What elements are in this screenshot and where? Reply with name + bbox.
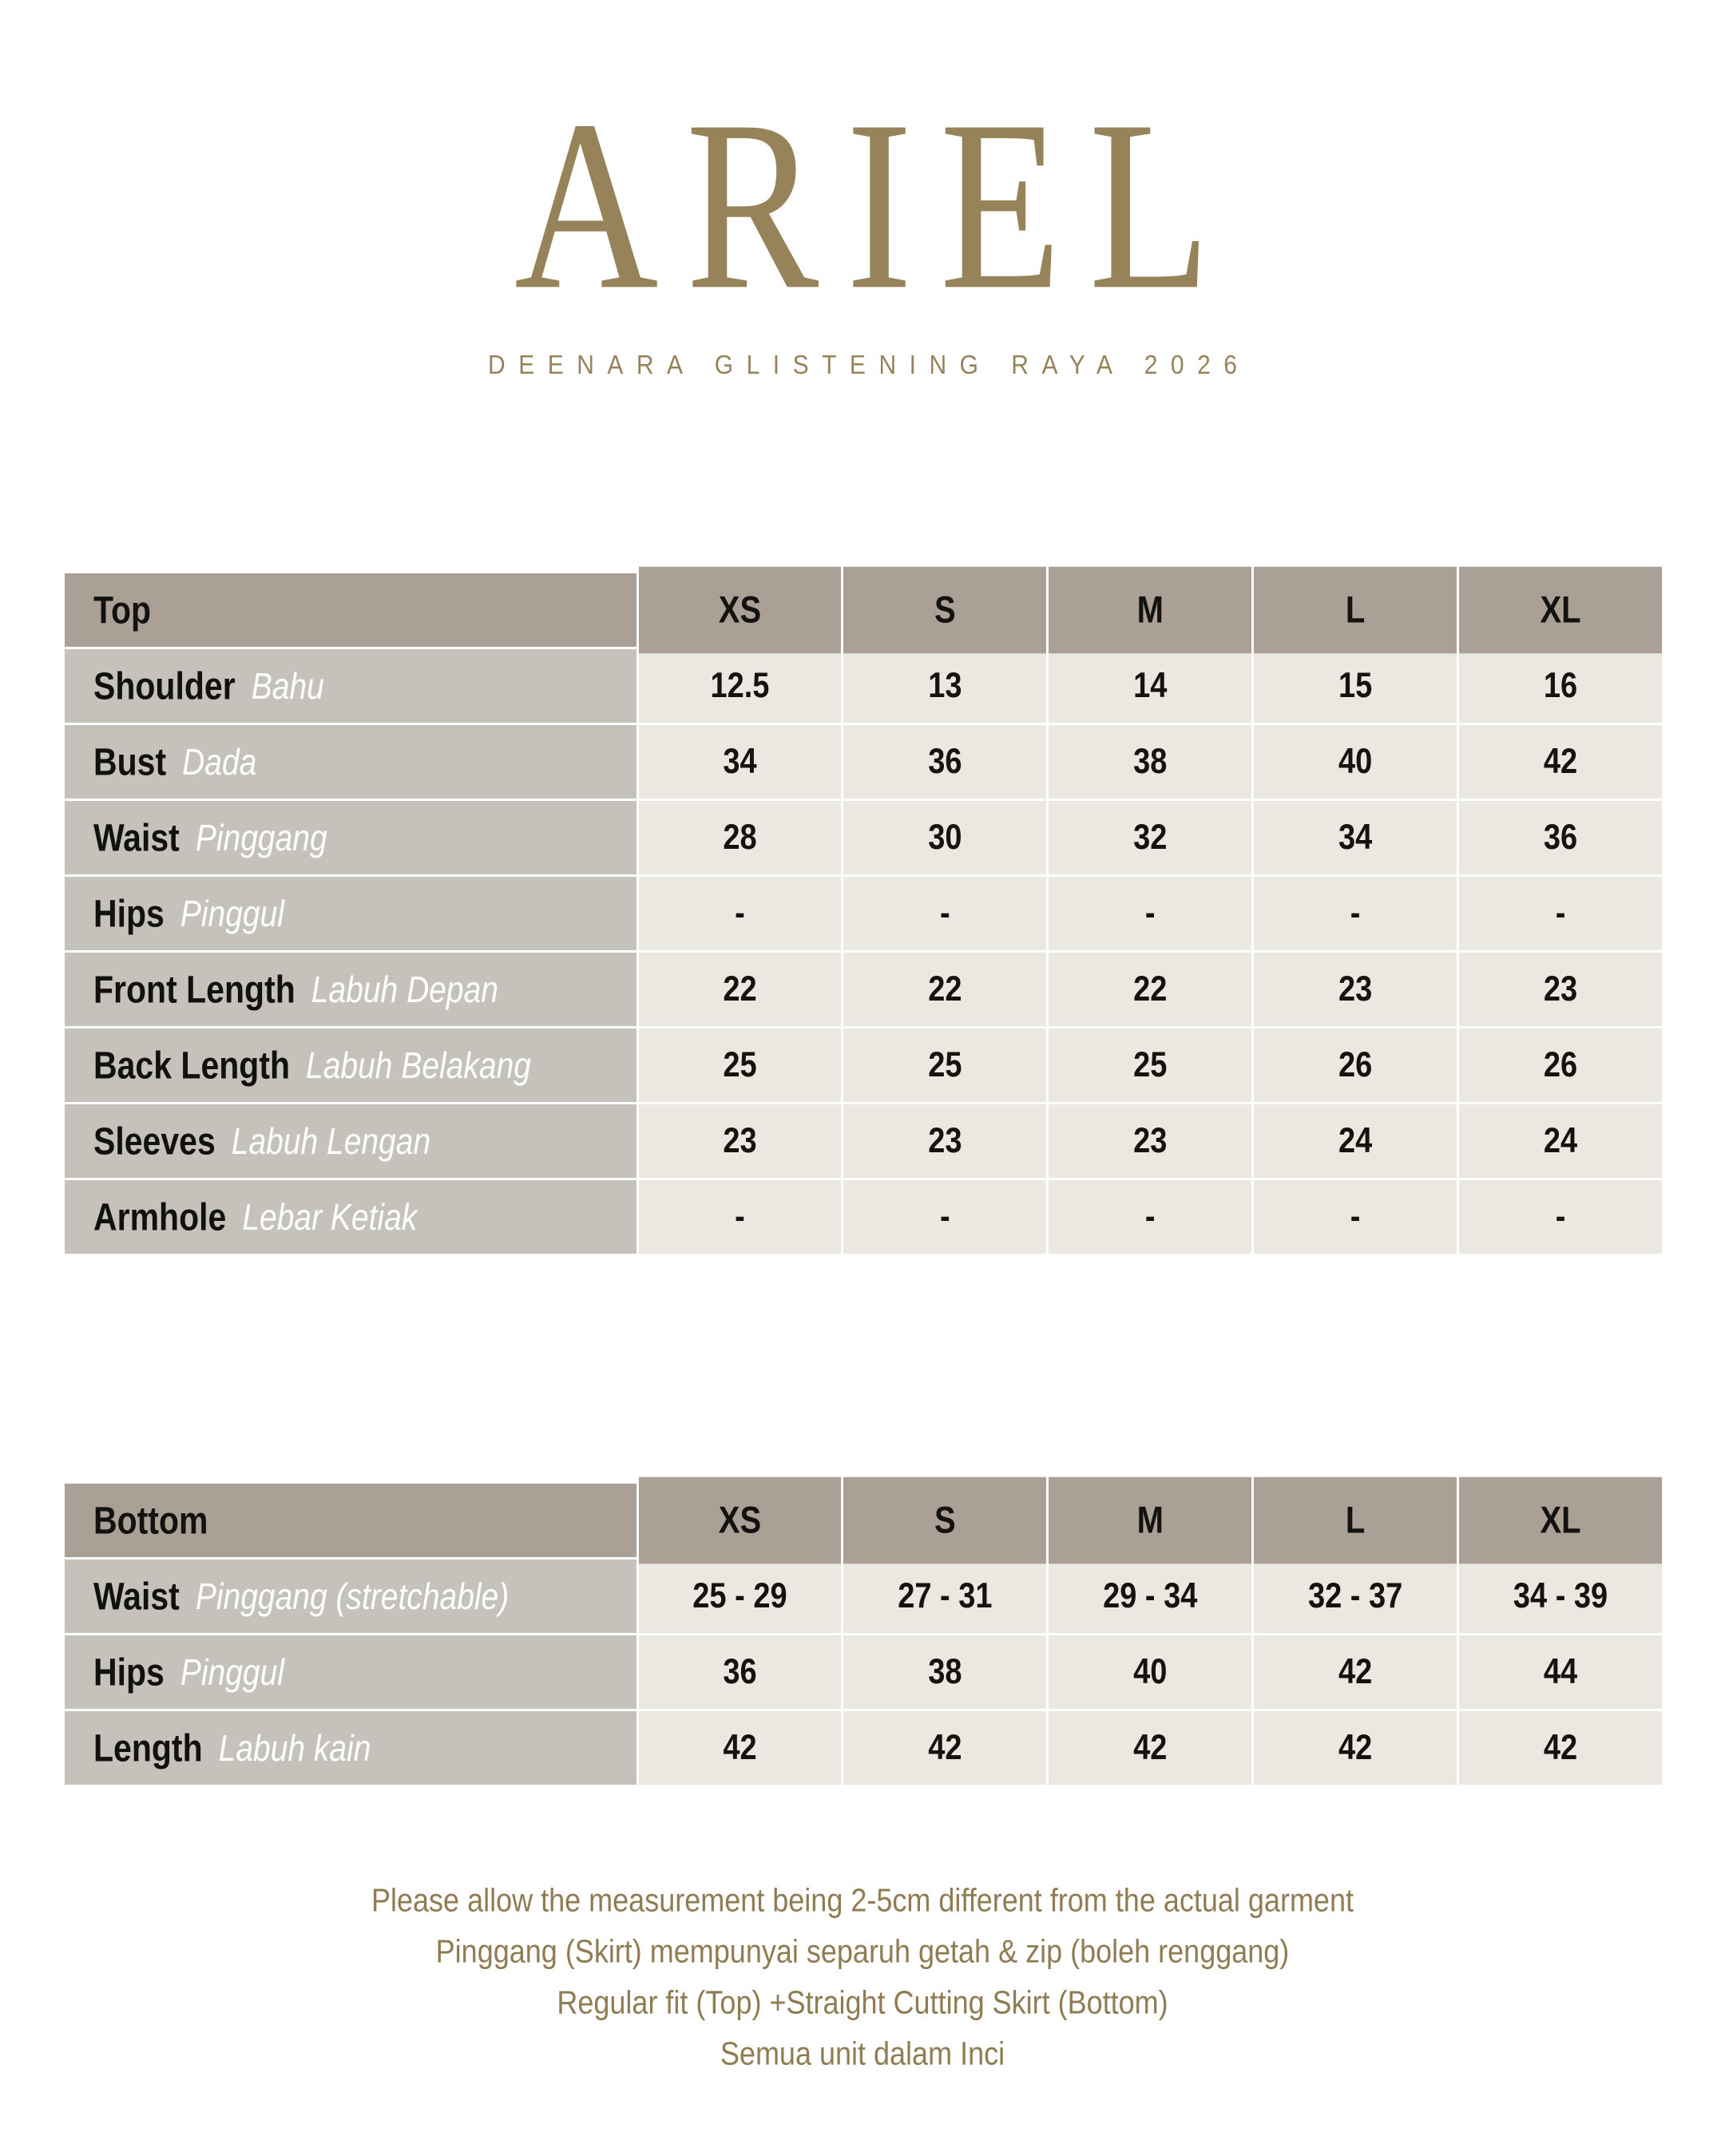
top-value-xl (1459, 649, 1662, 723)
measurement-value: - (1350, 894, 1361, 933)
bottom-value-m (1049, 1711, 1251, 1785)
bottom-size-header-xs: XS (639, 1477, 842, 1564)
top-row-label (65, 1180, 636, 1254)
bottom-value-xl (1459, 1635, 1662, 1709)
top-table-title (65, 573, 636, 647)
top-value-xl (1459, 1180, 1662, 1254)
measurement-value: 23 (928, 1121, 962, 1160)
table-row (65, 1028, 1662, 1102)
measurement-name-en: Length (93, 1726, 203, 1770)
top-value-s (843, 801, 1046, 874)
bottom-value-l (1254, 1711, 1457, 1785)
measurement-name-en: Waist (93, 815, 180, 859)
bottom-table-title-text: Bottom (93, 1498, 208, 1542)
measurement-value: - (1555, 894, 1566, 933)
measurement-name-my: Bahu (251, 666, 324, 707)
bottom-table-body (65, 1560, 1662, 1785)
measurement-value: 36 (723, 1652, 757, 1691)
top-value-xl (1459, 725, 1662, 799)
top-value-m (1049, 877, 1251, 950)
measurement-value: 22 (928, 969, 962, 1009)
top-value-l (1254, 725, 1457, 799)
measurement-value: 42 (1338, 1728, 1373, 1767)
measurement-name-my: Pinggul (180, 894, 284, 935)
top-value-m (1049, 1104, 1251, 1178)
brand-header (0, 0, 1725, 379)
measurement-value: 40 (1338, 742, 1373, 781)
bottom-size-table-container (62, 1481, 1664, 1787)
top-value-l (1254, 953, 1457, 1026)
bottom-value-s (843, 1635, 1046, 1709)
top-row-label (65, 801, 636, 874)
measurement-name-en: Sleeves (93, 1119, 216, 1163)
measurement-value: 36 (1543, 818, 1578, 857)
measurement-value: - (940, 894, 950, 933)
measurement-value: - (1144, 894, 1156, 933)
measurement-value: 25 (1133, 1045, 1168, 1084)
measurement-value: 26 (1338, 1045, 1373, 1084)
top-value-l (1254, 801, 1457, 874)
table-row (65, 1635, 1662, 1709)
measurement-value: 24 (1543, 1121, 1578, 1160)
table-row (65, 801, 1662, 874)
measurement-value: - (1555, 1197, 1566, 1236)
bottom-row-label (65, 1711, 636, 1785)
measurement-value: 34 - 39 (1513, 1576, 1608, 1615)
measurement-value: 23 (723, 1121, 757, 1160)
measurement-value: 13 (928, 666, 962, 705)
measurement-value: 27 - 31 (898, 1576, 993, 1615)
top-value-xl (1459, 1104, 1662, 1178)
measurement-value: 42 (1543, 742, 1578, 781)
footer-notes (0, 1875, 1725, 2079)
measurement-name-my: Labuh Lengan (231, 1121, 431, 1163)
top-value-xl (1459, 953, 1662, 1026)
top-row-label (65, 649, 636, 723)
bottom-table-title (65, 1484, 636, 1557)
top-size-header-xs: XS (639, 567, 842, 654)
bottom-value-xl (1459, 1711, 1662, 1785)
top-value-l (1254, 649, 1457, 723)
note-line-3: Regular fit (Top) +Straight Cutting Skirt (Bottom) (557, 1984, 1168, 2021)
top-value-l (1254, 1104, 1457, 1178)
bottom-size-header-l: L (1254, 1477, 1457, 1564)
bottom-value-l (1254, 1635, 1457, 1709)
measurement-name-my: Lebar Ketiak (242, 1197, 418, 1239)
top-value-s (843, 649, 1046, 723)
top-value-xs (639, 1180, 842, 1254)
measurement-value: 28 (723, 818, 757, 857)
top-value-m (1049, 725, 1251, 799)
measurement-name-my: Pinggang (stretchable) (195, 1576, 510, 1618)
top-value-m (1049, 649, 1251, 723)
top-value-s (843, 877, 1046, 950)
top-row-label (65, 1028, 636, 1102)
top-row-label (65, 725, 636, 799)
bottom-size-table (62, 1481, 1664, 1787)
top-row-label (65, 953, 636, 1026)
measurement-name-my: Labuh Depan (311, 969, 498, 1011)
top-value-s (843, 1104, 1046, 1178)
top-size-header-l: L (1254, 567, 1457, 654)
top-value-xs (639, 725, 842, 799)
table-row (65, 649, 1662, 723)
bottom-value-xs (639, 1711, 842, 1785)
measurement-value: 22 (1133, 969, 1168, 1009)
measurement-value: 25 (723, 1045, 757, 1084)
top-value-l (1254, 877, 1457, 950)
top-value-m (1049, 953, 1251, 1026)
measurement-value: 29 - 34 (1103, 1576, 1198, 1615)
bottom-size-header-s: S (843, 1477, 1046, 1564)
top-value-s (843, 953, 1046, 1026)
measurement-value: 16 (1543, 666, 1578, 705)
bottom-size-header-xl: XL (1459, 1477, 1662, 1564)
measurement-value: 14 (1133, 666, 1168, 705)
measurement-value: 32 (1133, 818, 1168, 857)
top-size-header-s: S (843, 567, 1046, 654)
measurement-value: 23 (1338, 969, 1373, 1009)
table-row (65, 1711, 1662, 1785)
note-line-1: Please allow the measurement being 2-5cm different from the actual garment (371, 1881, 1354, 1919)
measurement-value: 38 (928, 1652, 962, 1691)
measurement-name-en: Waist (93, 1574, 180, 1618)
table-row (65, 953, 1662, 1026)
top-value-m (1049, 1180, 1251, 1254)
top-value-s (843, 1028, 1046, 1102)
note-line-4: Semua unit dalam Inci (720, 2035, 1005, 2072)
measurement-name-en: Hips (93, 1650, 165, 1694)
top-size-table (62, 571, 1664, 1256)
top-value-l (1254, 1180, 1457, 1254)
top-row-label (65, 1104, 636, 1178)
measurement-name-en: Armhole (93, 1195, 227, 1239)
measurement-name-en: Hips (93, 891, 165, 935)
bottom-value-m (1049, 1560, 1251, 1633)
measurement-value: 24 (1338, 1121, 1373, 1160)
measurement-value: 42 (1133, 1728, 1168, 1767)
collection-subtitle: DEENARA GLISTENING RAYA 2026 (488, 350, 1251, 380)
measurement-value: 34 (723, 742, 757, 781)
measurement-value: - (1350, 1197, 1361, 1236)
bottom-value-m (1049, 1635, 1251, 1709)
measurement-value: - (735, 1197, 745, 1236)
measurement-value: 36 (928, 742, 962, 781)
top-value-s (843, 725, 1046, 799)
measurement-name-en: Shoulder (93, 664, 236, 707)
table-row (65, 1104, 1662, 1178)
bottom-value-xs (639, 1635, 842, 1709)
measurement-name-en: Bust (93, 739, 167, 783)
measurement-value: 42 (1338, 1652, 1373, 1691)
top-value-xs (639, 1104, 842, 1178)
measurement-value: 30 (928, 818, 962, 857)
top-value-l (1254, 1028, 1457, 1102)
measurement-value: 44 (1543, 1652, 1578, 1691)
bottom-value-xl (1459, 1560, 1662, 1633)
measurement-value: 23 (1133, 1121, 1168, 1160)
top-value-s (843, 1180, 1046, 1254)
measurement-name-my: Labuh kain (218, 1728, 371, 1770)
measurement-value: - (1144, 1197, 1156, 1236)
measurement-value: 25 (928, 1045, 962, 1084)
top-value-xl (1459, 1028, 1662, 1102)
bottom-table-head (65, 1484, 1662, 1557)
page-title: ARIEL (514, 70, 1238, 341)
top-value-xl (1459, 801, 1662, 874)
measurement-value: 40 (1133, 1652, 1168, 1691)
top-value-xs (639, 877, 842, 950)
bottom-value-s (843, 1711, 1046, 1785)
top-table-head (65, 573, 1662, 647)
note-line-2: Pinggang (Skirt) mempunyai separuh getah & zip (boleh renggang) (435, 1932, 1290, 1970)
measurement-value: - (940, 1197, 950, 1236)
table-row (65, 1560, 1662, 1633)
top-size-header-m: M (1049, 567, 1251, 654)
top-header-row (65, 573, 1662, 647)
measurement-value: - (735, 894, 745, 933)
top-value-m (1049, 801, 1251, 874)
measurement-name-en: Back Length (93, 1043, 291, 1087)
measurement-value: 23 (1543, 969, 1578, 1009)
bottom-header-row (65, 1484, 1662, 1557)
bottom-size-header-m: M (1049, 1477, 1251, 1564)
measurement-value: 38 (1133, 742, 1168, 781)
top-value-m (1049, 1028, 1251, 1102)
top-table-body (65, 649, 1662, 1254)
bottom-row-label (65, 1635, 636, 1709)
measurement-value: 34 (1338, 818, 1373, 857)
top-table-title-text: Top (93, 588, 152, 632)
top-value-xs (639, 1028, 842, 1102)
bottom-value-l (1254, 1560, 1457, 1633)
top-size-table-container (62, 571, 1664, 1256)
top-row-label (65, 877, 636, 950)
table-row (65, 877, 1662, 950)
bottom-row-label (65, 1560, 636, 1633)
measurement-name-my: Pinggul (180, 1652, 284, 1694)
top-value-xs (639, 953, 842, 1026)
measurement-value: 42 (928, 1728, 962, 1767)
measurement-name-my: Labuh Belakang (306, 1045, 531, 1087)
top-value-xl (1459, 877, 1662, 950)
top-size-header-xl: XL (1459, 567, 1662, 654)
measurement-value: 12.5 (710, 666, 770, 705)
measurement-value: 25 - 29 (692, 1576, 787, 1615)
measurement-value: 22 (723, 969, 757, 1009)
measurement-value: 26 (1543, 1045, 1578, 1084)
table-row (65, 1180, 1662, 1254)
bottom-value-xs (639, 1560, 842, 1633)
measurement-value: 32 - 37 (1307, 1576, 1403, 1615)
measurement-value: 42 (723, 1728, 757, 1767)
table-row (65, 725, 1662, 799)
top-value-xs (639, 649, 842, 723)
measurement-value: 42 (1543, 1728, 1578, 1767)
bottom-value-s (843, 1560, 1046, 1633)
measurement-name-en: Front Length (93, 967, 295, 1011)
top-value-xs (639, 801, 842, 874)
measurement-value: 15 (1338, 666, 1373, 705)
measurement-name-my: Dada (182, 742, 257, 783)
measurement-name-my: Pinggang (195, 818, 327, 859)
